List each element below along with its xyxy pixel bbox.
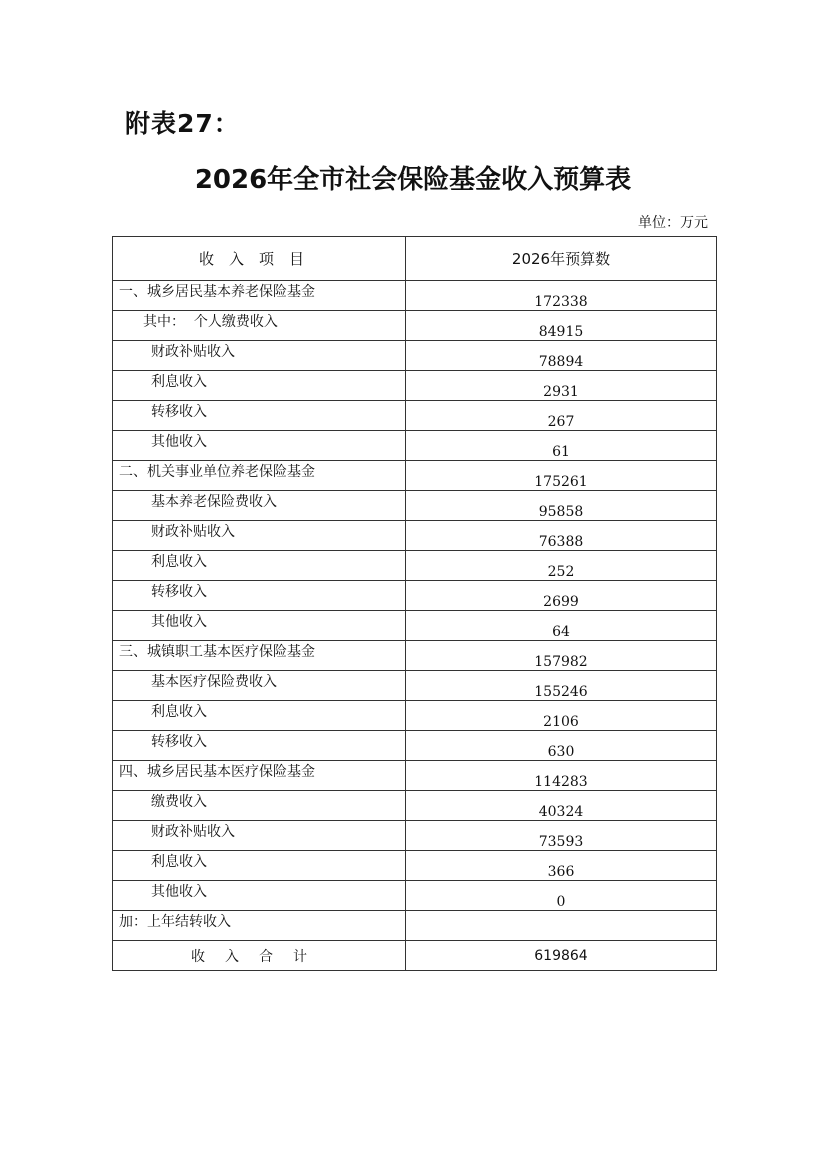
table-row xyxy=(113,311,717,341)
table-row xyxy=(113,821,717,851)
row-label: 财政补贴收入 xyxy=(113,341,406,371)
table-row xyxy=(113,851,717,881)
row-value: 2699 xyxy=(406,581,717,611)
row-value: 155246 xyxy=(406,671,717,701)
page-title: 2026年全市社会保险基金收入预算表 xyxy=(194,165,632,195)
row-label: 加：上年结转收入 xyxy=(113,911,406,941)
row-label: 四、城乡居民基本医疗保险基金 xyxy=(113,761,406,791)
table-row xyxy=(113,521,717,551)
table-row xyxy=(113,281,717,311)
row-value: 252 xyxy=(406,551,717,581)
row-value: 95858 xyxy=(406,491,717,521)
row-label: 其他收入 xyxy=(113,611,406,641)
total-value: 619864 xyxy=(406,941,717,971)
row-label: 其他收入 xyxy=(113,881,406,911)
row-value: 61 xyxy=(406,431,717,461)
row-value: 175261 xyxy=(406,461,717,491)
row-value: 78894 xyxy=(406,341,717,371)
row-label: 转移收入 xyxy=(113,731,406,761)
row-label: 其他收入 xyxy=(113,431,406,461)
row-label: 基本养老保险费收入 xyxy=(113,491,406,521)
row-value: 172338 xyxy=(406,281,717,311)
unit-label: 单位：万元 xyxy=(638,215,708,231)
table-row xyxy=(113,551,717,581)
row-label: 利息收入 xyxy=(113,371,406,401)
table-row xyxy=(113,731,717,761)
row-value: 64 xyxy=(406,611,717,641)
table-row xyxy=(113,701,717,731)
row-value: 2931 xyxy=(406,371,717,401)
header-item: 收入项目 xyxy=(113,237,406,281)
row-value: 0 xyxy=(406,881,717,911)
row-value: 267 xyxy=(406,401,717,431)
row-label: 三、城镇职工基本医疗保险基金 xyxy=(113,641,406,671)
row-value: 73593 xyxy=(406,821,717,851)
table-row xyxy=(113,881,717,911)
row-value xyxy=(406,911,717,941)
row-label: 利息收入 xyxy=(113,851,406,881)
row-label: 利息收入 xyxy=(113,701,406,731)
table-row xyxy=(113,341,717,371)
row-value: 630 xyxy=(406,731,717,761)
row-label: 其中： 个人缴费收入 xyxy=(113,311,406,341)
table-row xyxy=(113,761,717,791)
table-row xyxy=(113,431,717,461)
row-label: 财政补贴收入 xyxy=(113,521,406,551)
row-label: 转移收入 xyxy=(113,401,406,431)
row-value: 84915 xyxy=(406,311,717,341)
row-value: 114283 xyxy=(406,761,717,791)
table-row xyxy=(113,371,717,401)
table-row xyxy=(113,611,717,641)
row-label: 二、机关事业单位养老保险基金 xyxy=(113,461,406,491)
table-row xyxy=(113,911,717,941)
row-value: 366 xyxy=(406,851,717,881)
table-row xyxy=(113,491,717,521)
row-label: 一、城乡居民基本养老保险基金 xyxy=(113,281,406,311)
table-row xyxy=(113,791,717,821)
total-label: 收入合计 xyxy=(113,941,406,971)
row-value: 40324 xyxy=(406,791,717,821)
table-row xyxy=(113,461,717,491)
row-value: 2106 xyxy=(406,701,717,731)
row-value: 76388 xyxy=(406,521,717,551)
row-label: 缴费收入 xyxy=(113,791,406,821)
table-row xyxy=(113,641,717,671)
total-row xyxy=(113,941,717,971)
header-value: 2026年预算数 xyxy=(406,237,717,281)
row-label: 转移收入 xyxy=(113,581,406,611)
row-value: 157982 xyxy=(406,641,717,671)
row-label: 基本医疗保险费收入 xyxy=(113,671,406,701)
row-label: 利息收入 xyxy=(113,551,406,581)
table-row xyxy=(113,671,717,701)
budget-table xyxy=(112,236,717,971)
table-header-row xyxy=(113,237,717,281)
table-row xyxy=(113,401,717,431)
appendix-label: 附表27： xyxy=(125,109,240,138)
table-row xyxy=(113,581,717,611)
row-label: 财政补贴收入 xyxy=(113,821,406,851)
